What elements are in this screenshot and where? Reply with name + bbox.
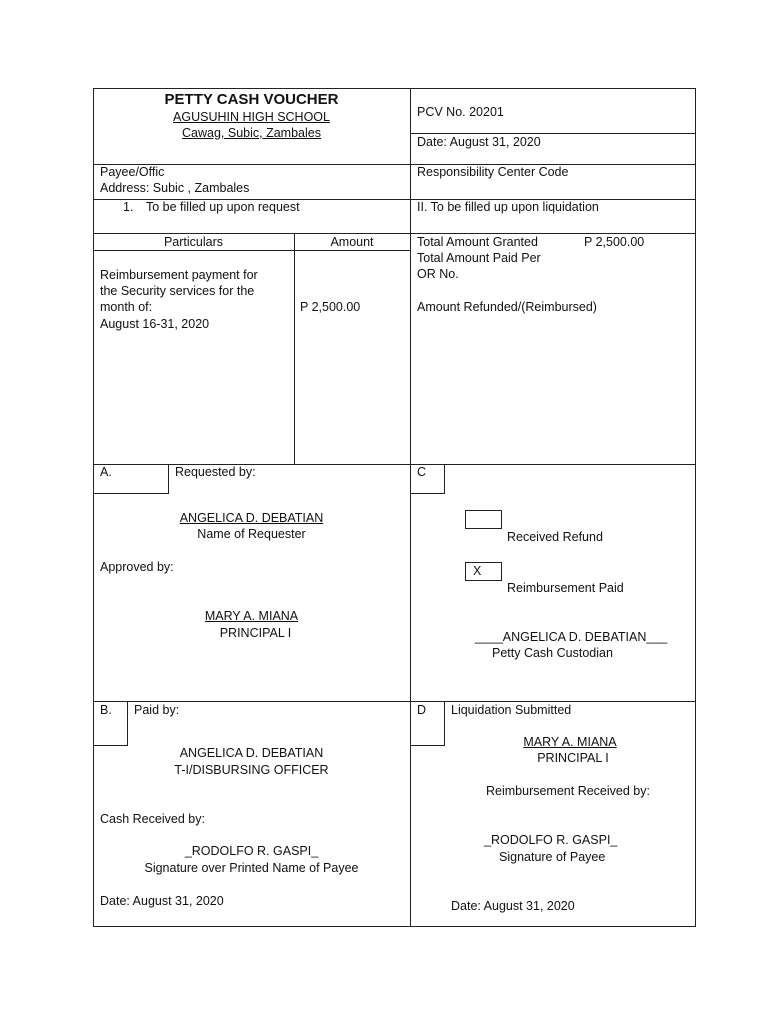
reimbursement-paid-mark: X <box>473 564 482 578</box>
principal-name: MARY A. MIANA <box>523 735 617 749</box>
total-paid-label: Total Amount Paid Per <box>417 251 541 265</box>
responsibility-center: Responsibility Center Code <box>417 165 569 179</box>
total-granted-value: P 2,500.00 <box>584 235 645 249</box>
disbursing-officer-name: ANGELICA D. DEBATIAN <box>179 746 324 760</box>
received-refund-checkbox[interactable] <box>465 510 502 529</box>
amount-refunded-label: Amount Refunded/(Reimbursed) <box>417 300 597 314</box>
approver-role: PRINCIPAL I <box>219 626 292 640</box>
section-d-payee-role: Signature of Payee <box>499 850 606 864</box>
column-header-line <box>93 250 410 251</box>
liquidation-submitted-label: Liquidation Submitted <box>451 703 572 717</box>
section-a-letter: A. <box>100 465 112 479</box>
approver-name: MARY A. MIANA <box>204 609 299 623</box>
cash-received-by-label: Cash Received by: <box>100 812 205 826</box>
particulars-line-3: month of: <box>100 300 153 314</box>
particulars-line-1: Reimbursement payment for <box>100 268 258 282</box>
header-bottom-line <box>93 164 696 165</box>
center-divider <box>410 88 411 927</box>
particulars-header: Particulars <box>163 235 224 249</box>
voucher-title: PETTY CASH VOUCHER <box>164 91 339 108</box>
request-note: To be filled up upon request <box>146 200 300 214</box>
payee-signature-name: _RODOLFO R. GASPI_ <box>184 844 319 858</box>
section-a-c-bottom-line <box>93 701 696 702</box>
section-c-letter-box <box>410 464 445 494</box>
requester-name: ANGELICA D. DEBATIAN <box>179 511 324 525</box>
section-d-date: Date: August 31, 2020 <box>451 899 575 913</box>
payee-label: Payee/Offic <box>100 165 165 179</box>
requester-role: Name of Requester <box>197 527 306 541</box>
school-address: Cawag, Subic, Zambales <box>182 126 321 140</box>
custodian-role: Petty Cash Custodian <box>492 646 613 660</box>
paid-by-label: Paid by: <box>134 703 180 717</box>
principal-role: PRINCIPAL I <box>537 751 609 765</box>
instructions-bottom-line <box>93 233 696 234</box>
received-refund-label: Received Refund <box>507 530 603 544</box>
particulars-line-2: the Security services for the <box>100 284 255 298</box>
section-d-letter: D <box>417 703 427 717</box>
payee-address: Address: Subic , Zambales <box>100 181 250 195</box>
or-number-label: OR No. <box>417 267 459 281</box>
request-number: 1. <box>123 200 134 214</box>
school-name: AGUSUHIN HIGH SCHOOL <box>173 110 330 124</box>
payee-signature-role: Signature over Printed Name of Payee <box>144 861 359 875</box>
right-header-divider <box>410 133 696 134</box>
voucher-date: Date: August 31, 2020 <box>417 135 541 149</box>
reimbursement-received-by-label: Reimbursement Received by: <box>486 784 650 798</box>
section-b-letter: B. <box>100 703 112 717</box>
reimbursement-paid-checkbox[interactable] <box>465 562 502 581</box>
liquidation-note: II. To be filled up upon liquidation <box>417 200 599 214</box>
section-d-letter-box <box>410 701 445 746</box>
amount-column-divider <box>294 233 295 464</box>
pcv-number: PCV No. 20201 <box>417 105 504 119</box>
amount-header: Amount <box>330 235 374 249</box>
requested-by-label: Requested by: <box>175 465 256 479</box>
section-b-date: Date: August 31, 2020 <box>100 894 224 908</box>
custodian-name: ____ANGELICA D. DEBATIAN___ <box>475 630 668 644</box>
particulars-amount: P 2,500.00 <box>300 300 361 314</box>
reimbursement-paid-label: Reimbursement Paid <box>507 581 624 595</box>
disbursing-officer-role: T-I/DISBURSING OFFICER <box>174 763 329 777</box>
particulars-line-4: August 16-31, 2020 <box>100 317 210 331</box>
section-c-letter: C <box>417 465 427 479</box>
section-d-payee-name: _RODOLFO R. GASPI_ <box>484 833 618 847</box>
total-granted-label: Total Amount Granted <box>417 235 538 249</box>
approved-by-label: Approved by: <box>100 560 174 574</box>
